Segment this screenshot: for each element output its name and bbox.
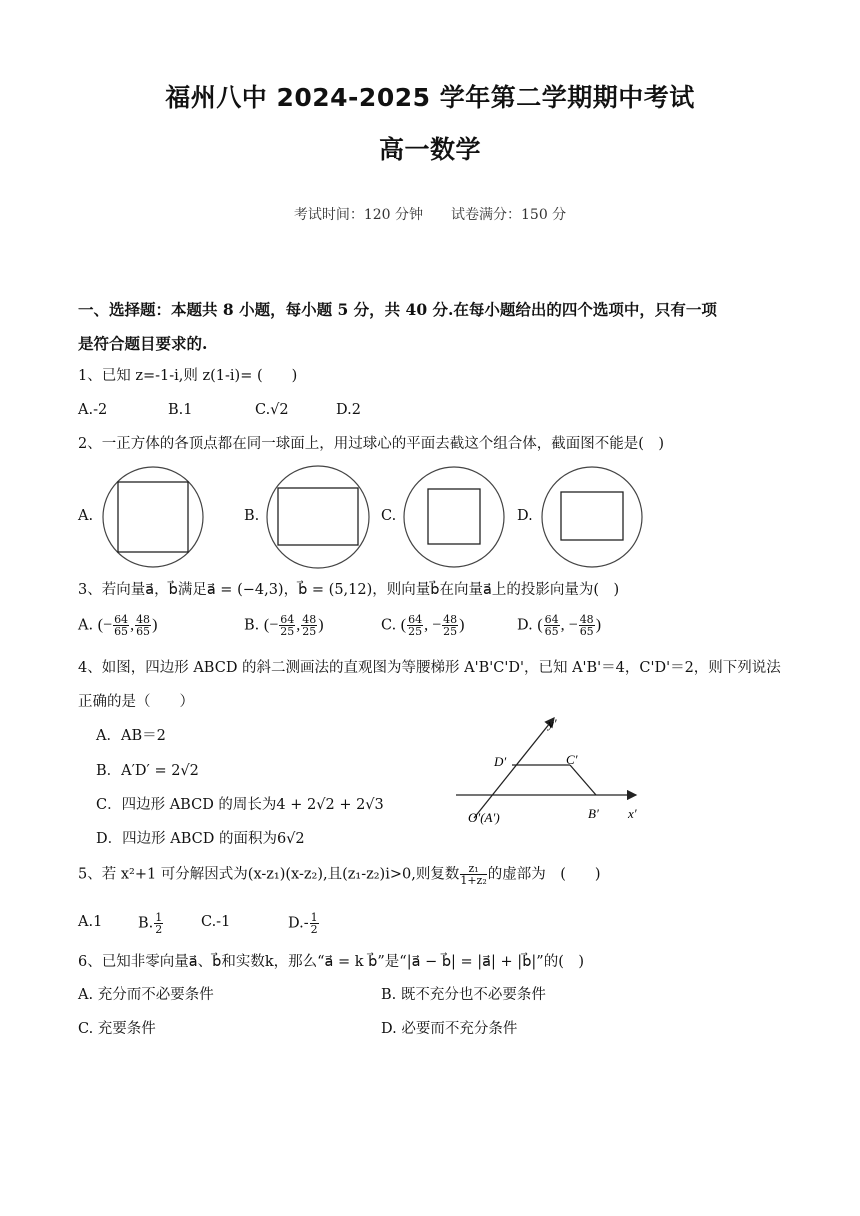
- q5-option-d: D.- $\frac{1}{2}$: [288, 911, 318, 936]
- q4-stem-line1: 4、如图，四边形 ABCD 的斜二测画法的直观图为等腰梯形 A'B'C'D'，已知 A'B'＝4，C'D'＝2，则下列说法: [78, 660, 781, 676]
- x-axis-label: x′: [628, 806, 637, 821]
- exam-info: 考试时间：120 分钟 试卷满分：150 分: [293, 207, 567, 223]
- q5-option-a: A.1: [78, 914, 103, 930]
- origin-label: O′(A′): [468, 810, 500, 825]
- q2-figure-a: [100, 465, 210, 569]
- point-c-label: C′: [566, 752, 578, 767]
- q3-option-d: D. ( $\frac{64}{65}$ , − $\frac{48}{65}$ ): [517, 613, 602, 638]
- q5-option-c: C.-1: [201, 914, 231, 930]
- section-heading-line1: 一、选择题：本题共 8 小题，每小题 5 分，共 40 分.在每小题给出的四个选项中，只有一项: [78, 300, 717, 319]
- q4-oblique-figure: [450, 708, 660, 836]
- q4-option-d: D．四边形 ABCD 的面积为6√2: [96, 831, 305, 847]
- q1-option-b: B.1: [168, 402, 193, 418]
- y-axis-label: y′: [548, 716, 557, 731]
- q2-figure-b: [266, 465, 376, 569]
- q6-option-b: B. 既不充分也不必要条件: [381, 987, 546, 1003]
- q5-option-b: B. $\frac{1}{2}$: [138, 911, 163, 936]
- q4-option-a: A．AB＝2: [96, 728, 166, 744]
- q2-stem: 2、一正方体的各顶点都在同一球面上，用过球心的平面去截这个组合体，截面图不能是( ): [78, 436, 665, 452]
- q3-option-c: C. ( $\frac{64}{25}$ , − $\frac{48}{25}$ ): [381, 613, 465, 638]
- q1-option-d: D.2: [336, 402, 361, 418]
- q5-stem: 5、若 x²+1 可分解因式为(x-z₁)(x-z₂),且(z₁-z₂)i>0,则复数 $\frac{\text{z₁}}{\text{1+z₂}}$ 的虚部为 ( ): [78, 862, 601, 887]
- q3-stem: 3、若向量a⃗，b⃗满足a⃗ = (−4,3)，b⃗ = (5,12)，则向量b⃗在向量a⃗上的投影向量为( ): [78, 582, 620, 598]
- q4-stem-line2: 正确的是（ ）: [78, 694, 194, 710]
- trapezoid-right-edge: [570, 765, 596, 795]
- q2-label-d: D.: [517, 508, 533, 524]
- subject-title: 高一数学: [378, 135, 481, 164]
- q3-option-b: B. (− $\frac{64}{25}$ , $\frac{48}{25}$ ): [244, 613, 324, 638]
- q6-option-a: A. 充分而不必要条件: [78, 987, 214, 1003]
- q6-stem: 6、已知非零向量a⃗、b⃗和实数k，那么“a⃗ = k b⃗”是“|a⃗ − b⃗| = |a⃗| + |b⃗|”的( ): [78, 954, 585, 970]
- y-axis: [474, 718, 554, 818]
- q2-label-a: A.: [78, 508, 94, 524]
- q1-stem: 1、已知 z=-1-i,则 z(1-i)= ( ): [78, 368, 298, 384]
- q4-option-b: B．A′D′ = 2√2: [96, 763, 199, 779]
- q1-option-c: C.√2: [255, 402, 289, 418]
- q3-option-a: A. (− $\frac{64}{65}$ , $\frac{48}{65}$ ): [78, 613, 158, 638]
- q2-figure-d: [540, 465, 650, 569]
- q1-option-a: A.-2: [78, 402, 108, 418]
- q6-option-c: C. 充要条件: [78, 1021, 156, 1037]
- section-heading-line2: 是符合题目要求的.: [78, 334, 208, 353]
- exam-title: 福州八中 2024-2025 学年第二学期期中考试: [165, 83, 695, 112]
- q2-label-c: C.: [381, 508, 397, 524]
- q2-label-b: B.: [244, 508, 260, 524]
- q6-option-d: D. 必要而不充分条件: [381, 1021, 518, 1037]
- q4-option-c: C．四边形 ABCD 的周长为4 + 2√2 + 2√3: [96, 797, 384, 813]
- q2-figure-c: [403, 465, 513, 569]
- point-b-label: B′: [588, 806, 599, 821]
- point-d-label: D′: [494, 754, 507, 769]
